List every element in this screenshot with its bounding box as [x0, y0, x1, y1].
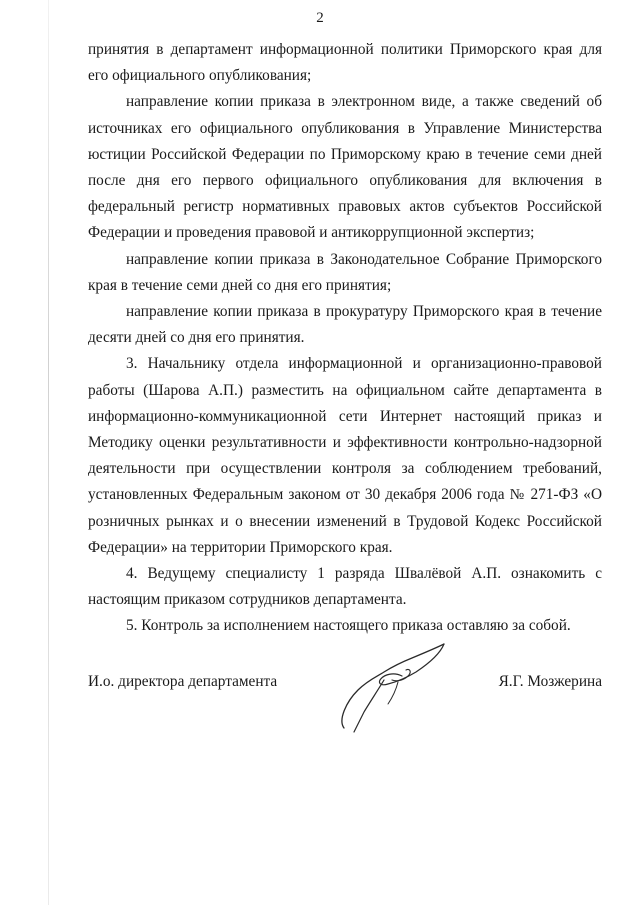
paragraph-item-3: 3. Начальнику отдела информационной и организационно-правовой работы (Шарова А.П.) разместить на официальном сайте департамента в информационно-коммуникационной сети Интернет настоящий приказ и Методику оценки результативности и эффективности контрольно-надзорной деятельности при осуществлении контроля за соблюдением требований, установленных Федеральным законом от 30 декабря 2006 года № 271-ФЗ «О розничных рынках и о внесении изменений в Трудовой Кодекс Российской Федерации» на территории Приморского края. — [88, 355, 602, 556]
document-body — [88, 37, 602, 640]
paragraph-item-4: 4. Ведущему специалисту 1 разряда Швалёвой А.П. ознакомить с настоящим приказом сотрудников департамента. — [88, 565, 602, 609]
paragraph-legislative-assembly: направление копии приказа в Законодательное Собрание Приморского края в течение семи дней со дня его принятия; — [88, 250, 602, 294]
paragraph-continuation: принятия в департамент информационной политики Приморского края для его официального опубликования; — [88, 41, 602, 85]
paragraph-item-5: 5. Контроль за исполнением настоящего приказа оставляю за собой. — [126, 617, 571, 635]
signer-title: И.о. директора департамента — [88, 673, 278, 690]
paragraph-prosecutor: направление копии приказа в прокуратуру Приморского края в течение десяти дней со дня его принятия. — [88, 303, 602, 347]
handwritten-signature-icon — [332, 636, 482, 736]
signer-name: Я.Г. Мозжерина — [498, 673, 602, 690]
page-number: 2 — [316, 10, 324, 26]
paragraph-electronic-copy: направление копии приказа в электронном виде, а также сведений об источниках его официального опубликования в Управление Министерства юстиции Российской Федерации по Приморскому краю в течение семи дней после дня его первого официального опубликования для включения в федеральный регистр нормативных правовых актов субъектов Российской Федерации и проведения правовой и антикоррупционной экспертиз; — [88, 93, 602, 242]
scan-edge-line — [48, 0, 49, 905]
